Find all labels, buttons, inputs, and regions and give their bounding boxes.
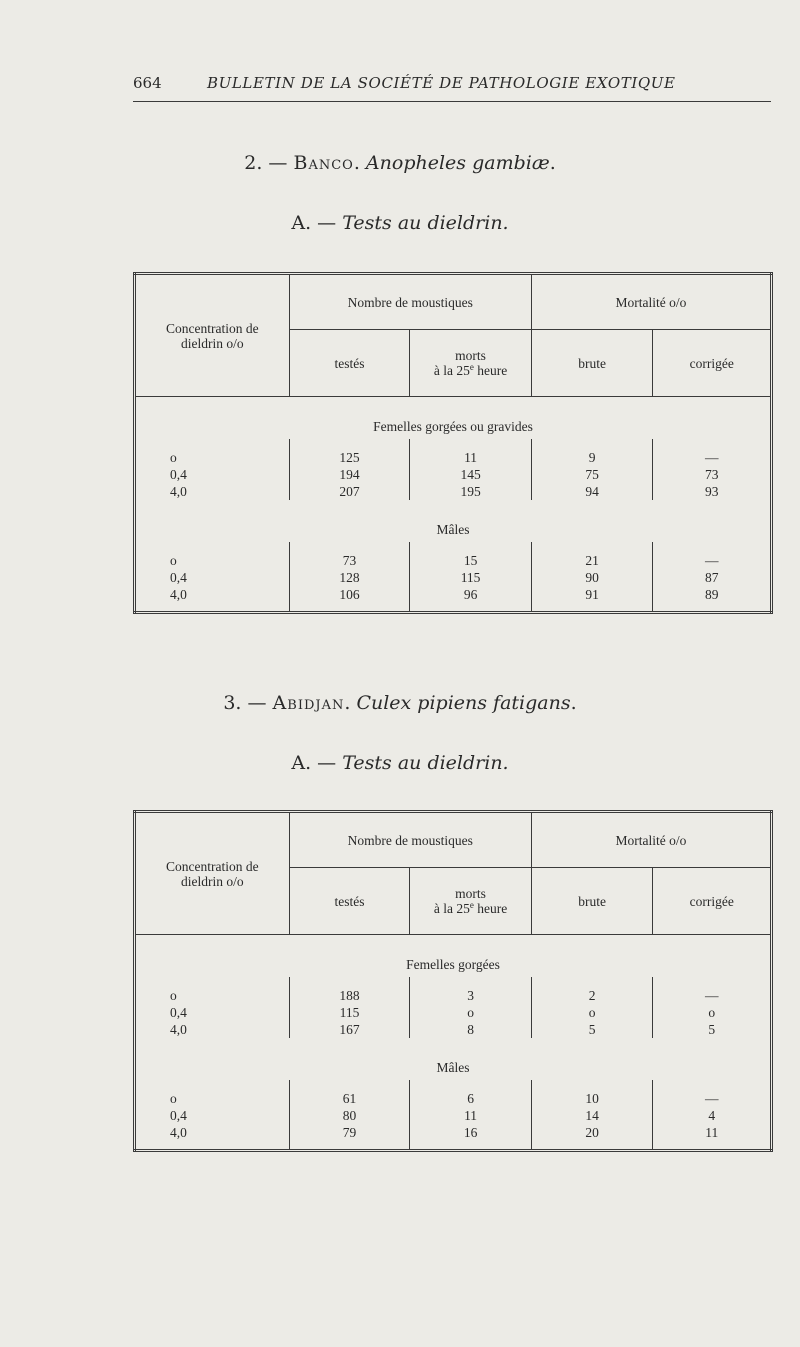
section-species: Anopheles gambiæ xyxy=(365,152,550,174)
cell-concentration: 0,4 xyxy=(135,569,290,586)
cell-tested: 128 xyxy=(289,569,410,586)
cell-concentration: 4,0 xyxy=(135,1021,290,1038)
header-dead-suffix: heure xyxy=(473,901,508,916)
cell-dead: 11 xyxy=(410,449,532,466)
header-rule xyxy=(133,101,771,102)
cell-corrected: 4 xyxy=(708,1108,716,1123)
section-number: 3. — xyxy=(223,692,273,714)
cell-dead: 11 xyxy=(410,1107,532,1124)
cell-concentration: o xyxy=(135,987,290,1004)
header-mosquito-count: Nombre de moustiques xyxy=(289,812,531,868)
header-dead-sup: e xyxy=(469,362,474,372)
header-dead-suffix: heure xyxy=(473,363,508,378)
cell-raw: 2 xyxy=(531,987,653,1004)
cell-dead: 16 xyxy=(410,1124,532,1151)
running-header xyxy=(133,74,771,96)
group-label: Femelles gorgées xyxy=(406,957,500,972)
cell-raw: o xyxy=(531,1004,653,1021)
subheading-title: Tests au dieldrin. xyxy=(342,212,509,234)
header-raw: brute xyxy=(531,330,653,397)
cell-raw: 75 xyxy=(531,466,653,483)
section-species: Culex pipiens fatigans xyxy=(356,692,571,714)
page-number: 664 xyxy=(133,74,162,92)
header-corrected: corrigée xyxy=(653,868,772,935)
section-number: 2. — xyxy=(244,152,294,174)
table-row xyxy=(135,586,772,613)
table-row xyxy=(135,1090,772,1107)
cell-concentration: 4,0 xyxy=(135,483,290,500)
table-banco xyxy=(133,272,773,614)
section-end: . xyxy=(549,152,556,174)
header-dead xyxy=(410,868,532,935)
header-mortality: Mortalité o/o xyxy=(531,274,771,330)
header-tested: testés xyxy=(289,330,410,397)
cell-concentration: o xyxy=(135,552,290,569)
cell-raw: 5 xyxy=(531,1021,653,1038)
cell-corrected: 73 xyxy=(704,467,719,482)
cell-corrected: 11 xyxy=(705,1125,719,1140)
subheading-prefix: A. — xyxy=(291,752,343,774)
header-dead-line1: morts xyxy=(455,348,486,363)
cell-concentration: 0,4 xyxy=(135,1107,290,1124)
section-separator: . xyxy=(344,692,357,714)
cell-tested: 125 xyxy=(289,449,410,466)
subheading-tests-abidjan xyxy=(0,752,800,774)
table-abidjan xyxy=(133,810,773,1152)
cell-tested: 188 xyxy=(289,987,410,1004)
cell-concentration: o xyxy=(135,1090,290,1107)
header-dead xyxy=(410,330,532,397)
cell-tested: 115 xyxy=(289,1004,410,1021)
cell-tested: 73 xyxy=(289,552,410,569)
cell-tested: 207 xyxy=(289,483,410,500)
cell-tested: 80 xyxy=(289,1107,410,1124)
cell-raw: 90 xyxy=(531,569,653,586)
group-label: Mâles xyxy=(436,1060,470,1075)
header-dead-sup: e xyxy=(469,900,474,910)
section-place: Abidjan xyxy=(272,692,345,714)
cell-corrected: — xyxy=(704,450,719,465)
cell-raw: 94 xyxy=(531,483,653,500)
table-row xyxy=(135,987,772,1004)
cell-corrected: — xyxy=(704,553,719,568)
cell-dead: 8 xyxy=(410,1021,532,1038)
section-separator: . xyxy=(353,152,366,174)
cell-concentration: 0,4 xyxy=(135,1004,290,1021)
journal-title: BULLETIN DE LA SOCIÉTÉ DE PATHOLOGIE EXOTIQUE xyxy=(207,74,676,92)
cell-corrected: o xyxy=(708,1005,716,1020)
cell-concentration: 4,0 xyxy=(135,1124,290,1151)
section-end: . xyxy=(570,692,577,714)
cell-corrected: 89 xyxy=(704,587,719,602)
cell-raw: 14 xyxy=(531,1107,653,1124)
table-row xyxy=(135,569,772,586)
group-label: Mâles xyxy=(436,522,470,537)
header-dead-line2: à la 25 xyxy=(433,363,470,378)
cell-corrected: 93 xyxy=(704,484,719,499)
cell-dead: 15 xyxy=(410,552,532,569)
header-mosquito-count: Nombre de moustiques xyxy=(289,274,531,330)
subheading-title: Tests au dieldrin. xyxy=(342,752,509,774)
header-mortality: Mortalité o/o xyxy=(531,812,771,868)
cell-tested: 106 xyxy=(289,586,410,613)
table-row xyxy=(135,449,772,466)
header-tested: testés xyxy=(289,868,410,935)
table-row xyxy=(135,552,772,569)
cell-dead: 145 xyxy=(410,466,532,483)
subheading-tests-banco xyxy=(0,212,800,234)
table-row xyxy=(135,1021,772,1038)
cell-raw: 9 xyxy=(531,449,653,466)
cell-dead: 115 xyxy=(410,569,532,586)
section-heading-banco xyxy=(0,152,800,174)
cell-tested: 167 xyxy=(289,1021,410,1038)
table-row xyxy=(135,1124,772,1151)
cell-dead: 195 xyxy=(410,483,532,500)
cell-raw: 20 xyxy=(531,1124,653,1151)
header-raw: brute xyxy=(531,868,653,935)
group-label: Femelles gorgées ou gravides xyxy=(373,419,533,434)
header-dead-line2: à la 25 xyxy=(433,901,470,916)
header-concentration: Concentration de dieldrin o/o xyxy=(135,812,290,935)
subheading-prefix: A. — xyxy=(291,212,343,234)
cell-corrected: — xyxy=(704,988,719,1003)
table-row xyxy=(135,466,772,483)
cell-raw: 10 xyxy=(531,1090,653,1107)
section-heading-abidjan xyxy=(0,692,800,714)
cell-concentration: 0,4 xyxy=(135,466,290,483)
cell-tested: 194 xyxy=(289,466,410,483)
cell-corrected: 5 xyxy=(708,1022,716,1037)
table-row xyxy=(135,1004,772,1021)
cell-concentration: o xyxy=(135,449,290,466)
header-concentration: Concentration de dieldrin o/o xyxy=(135,274,290,397)
cell-corrected: 87 xyxy=(704,570,719,585)
header-corrected: corrigée xyxy=(653,330,772,397)
cell-raw: 21 xyxy=(531,552,653,569)
table-row xyxy=(135,483,772,500)
cell-dead: o xyxy=(410,1004,532,1021)
section-place: Banco xyxy=(293,152,354,174)
header-dead-line1: morts xyxy=(455,886,486,901)
cell-raw: 91 xyxy=(531,586,653,613)
cell-dead: 96 xyxy=(410,586,532,613)
cell-tested: 79 xyxy=(289,1124,410,1151)
cell-tested: 61 xyxy=(289,1090,410,1107)
cell-concentration: 4,0 xyxy=(135,586,290,613)
cell-corrected: — xyxy=(704,1091,719,1106)
cell-dead: 3 xyxy=(410,987,532,1004)
table-row xyxy=(135,1107,772,1124)
cell-dead: 6 xyxy=(410,1090,532,1107)
